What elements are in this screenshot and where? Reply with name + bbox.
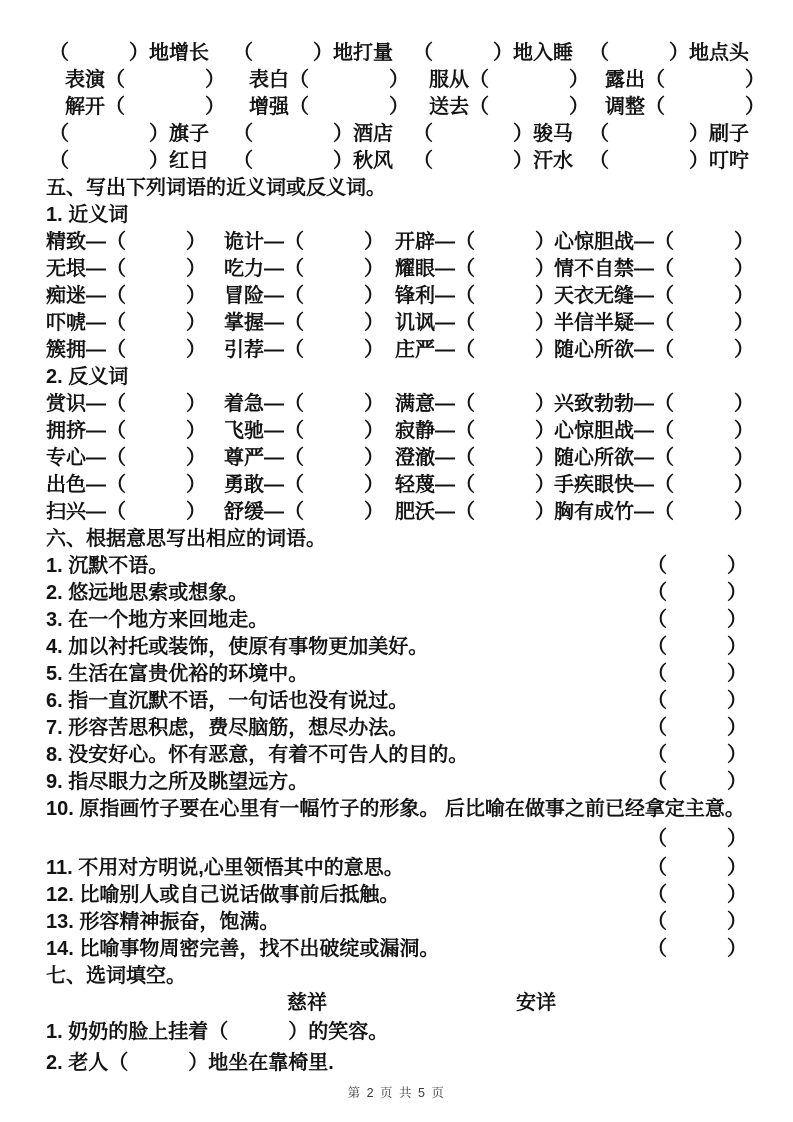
- answer-blank: （ ）: [647, 663, 747, 685]
- antonym-item: 心惊胆战—（ ）: [554, 420, 754, 442]
- synonym-item: 无垠—（ ）: [46, 258, 206, 280]
- fill-in-item: （ ）旗子: [49, 123, 209, 145]
- section6-title: 六、根据意思写出相应的词语。: [46, 528, 326, 550]
- answer-blank: （ ）: [647, 744, 747, 766]
- definition-item-10-text: 10. 原指画竹子要在心里有一幅竹子的形象。 后比喻在做事之前已经拿定主意。: [46, 798, 745, 820]
- synonym-item: 天衣无缝—（ ）: [554, 285, 754, 307]
- fill-in-item: 调整（ ）: [605, 96, 765, 118]
- answer-blank: （ ）: [647, 609, 747, 631]
- synonym-row: [46, 337, 754, 364]
- antonym-row: [46, 445, 754, 472]
- synonym-item: 痴迷—（ ）: [46, 285, 206, 307]
- fill-in-item: 露出（ ）: [605, 69, 765, 91]
- antonym-row: [46, 391, 754, 418]
- synonym-item: 精致—（ ）: [46, 231, 206, 253]
- page-number: 第 2 页 共 5 页: [347, 1086, 446, 1100]
- definition-item: [46, 769, 747, 796]
- synonym-item: 心惊胆战—（ ）: [554, 231, 754, 253]
- antonym-item: 赏识—（ ）: [46, 393, 206, 415]
- antonym-item: 手疾眼快—（ ）: [554, 474, 754, 496]
- section7-title: 七、选词填空。: [46, 965, 186, 987]
- definition-text: 4. 加以衬托或装饰，使原有事物更加美好。: [46, 636, 429, 658]
- definition-item: [46, 909, 747, 936]
- synonym-item: 开辟—（ ）: [395, 231, 555, 253]
- answer-blank: （ ）: [647, 690, 747, 712]
- synonyms-label: 1. 近义词: [46, 204, 129, 226]
- definition-text: 13. 形容精神振奋，饱满。: [46, 911, 280, 933]
- antonym-item: 轻蔑—（ ）: [395, 474, 555, 496]
- antonyms-label: 2. 反义词: [46, 366, 129, 388]
- definition-item: [46, 742, 747, 769]
- antonym-item: 兴致勃勃—（ ）: [554, 393, 754, 415]
- fill-in-item: （ ）秋风: [233, 150, 393, 172]
- answer-blank: （ ）: [647, 911, 747, 933]
- synonym-item: 诡计—（ ）: [224, 231, 384, 253]
- fill-in-row: [46, 148, 747, 175]
- antonym-row: [46, 499, 754, 526]
- fill-in-row: [46, 121, 747, 148]
- definition-text: 12. 比喻别人或自己说话做事前后抵触。: [46, 884, 400, 906]
- antonym-item: 拥挤—（ ）: [46, 420, 206, 442]
- fill-in-item: （ ）骏马: [413, 123, 573, 145]
- antonym-item: 澄澈—（ ）: [395, 447, 555, 469]
- definition-item: [46, 688, 747, 715]
- word-option: 慈祥: [287, 992, 327, 1014]
- definition-item: [46, 715, 747, 742]
- fill-in-item: （ ）地打量: [233, 42, 393, 64]
- antonym-item: 出色—（ ）: [46, 474, 206, 496]
- antonym-item: 寂静—（ ）: [395, 420, 555, 442]
- synonym-item: 半信半疑—（ ）: [554, 312, 754, 334]
- choice-sentence: 1. 奶奶的脸上挂着（ ）的笑容。: [46, 1021, 389, 1043]
- antonym-item: 专心—（ ）: [46, 447, 206, 469]
- answer-blank: （ ）: [647, 636, 747, 658]
- antonym-row: [46, 418, 754, 445]
- antonym-item: 肥沃—（ ）: [395, 501, 555, 523]
- antonym-item: 着急—（ ）: [224, 393, 384, 415]
- fill-in-item: （ ）叮咛: [589, 150, 749, 172]
- antonym-item: 胸有成竹—（ ）: [554, 501, 754, 523]
- synonym-item: 吓唬—（ ）: [46, 312, 206, 334]
- answer-blank: （ ）: [647, 884, 747, 906]
- definition-item: [46, 882, 747, 909]
- definition-item: [46, 607, 747, 634]
- fill-in-item: 增强（ ）: [249, 96, 409, 118]
- synonym-row: [46, 256, 754, 283]
- definition-item: [46, 634, 747, 661]
- fill-in-item: 解开（ ）: [65, 96, 225, 118]
- fill-in-item: 表演（ ）: [65, 69, 225, 91]
- fill-in-item: （ ）红日: [49, 150, 209, 172]
- definition-text: 6. 指一直沉默不语，一句话也没有说过。: [46, 690, 409, 712]
- answer-blank: （ ）: [647, 717, 747, 739]
- definition-text: 9. 指尽眼力之所及眺望远方。: [46, 771, 309, 793]
- definition-text: 14. 比喻事物周密完善，找不出破绽或漏洞。: [46, 938, 440, 960]
- synonym-item: 随心所欲—（ ）: [554, 339, 754, 361]
- fill-in-row: [46, 40, 747, 67]
- definition-item: [46, 661, 747, 688]
- synonym-item: 耀眼—（ ）: [395, 258, 555, 280]
- fill-in-item: （ ）刷子: [589, 123, 749, 145]
- fill-in-item: （ ）地增长: [49, 42, 209, 64]
- answer-blank: （ ）: [647, 828, 747, 850]
- definition-text: 11. 不用对方明说,心里领悟其中的意思。: [46, 857, 404, 879]
- section5-title: 五、写出下列词语的近义词或反义词。: [46, 177, 386, 199]
- definition-text: 1. 沉默不语。: [46, 555, 169, 577]
- antonym-item: 满意—（ ）: [395, 393, 555, 415]
- definition-text: 3. 在一个地方来回地走。: [46, 609, 269, 631]
- answer-blank: （ ）: [647, 771, 747, 793]
- synonym-item: 庄严—（ ）: [395, 339, 555, 361]
- fill-in-item: （ ）地点头: [589, 42, 749, 64]
- word-option: 安详: [516, 992, 556, 1014]
- fill-in-item: （ ）汗水: [413, 150, 573, 172]
- synonym-item: 掌握—（ ）: [224, 312, 384, 334]
- synonym-item: 吃力—（ ）: [224, 258, 384, 280]
- definition-text: 5. 生活在富贵优裕的环境中。: [46, 663, 309, 685]
- fill-in-item: 服从（ ）: [429, 69, 589, 91]
- fill-in-item: （ ）酒店: [233, 123, 393, 145]
- synonym-row: [46, 229, 754, 256]
- antonym-row: [46, 472, 754, 499]
- definition-item: [46, 553, 747, 580]
- fill-in-item: 送去（ ）: [429, 96, 589, 118]
- definition-text: 2. 悠远地思索或想象。: [46, 582, 249, 604]
- synonym-item: 讥讽—（ ）: [395, 312, 555, 334]
- synonym-row: [46, 283, 754, 310]
- fill-in-item: （ ）地入睡: [413, 42, 573, 64]
- word-options: [46, 990, 747, 1017]
- synonym-item: 冒险—（ ）: [224, 285, 384, 307]
- answer-blank: （ ）: [647, 582, 747, 604]
- antonym-item: 扫兴—（ ）: [46, 501, 206, 523]
- definition-item-10-blank-line: [46, 823, 747, 855]
- definition-text: 7. 形容苦思积虑，费尽脑筋，想尽办法。: [46, 717, 409, 739]
- antonym-item: 舒缓—（ ）: [224, 501, 384, 523]
- answer-blank: （ ）: [647, 938, 747, 960]
- fill-in-row: [46, 67, 765, 94]
- definition-text: 8. 没安好心。怀有恶意，有着不可告人的目的。: [46, 744, 469, 766]
- definition-item: [46, 580, 747, 607]
- antonym-item: 尊严—（ ）: [224, 447, 384, 469]
- antonym-item: 飞驰—（ ）: [224, 420, 384, 442]
- synonym-item: 引荐—（ ）: [224, 339, 384, 361]
- synonym-item: 锋利—（ ）: [395, 285, 555, 307]
- definition-item: [46, 936, 747, 963]
- definition-item: [46, 855, 747, 882]
- synonym-row: [46, 310, 754, 337]
- answer-blank: （ ）: [647, 857, 747, 879]
- antonym-item: 随心所欲—（ ）: [554, 447, 754, 469]
- antonym-item: 勇敢—（ ）: [224, 474, 384, 496]
- synonym-item: 簇拥—（ ）: [46, 339, 206, 361]
- synonym-item: 情不自禁—（ ）: [554, 258, 754, 280]
- choice-sentence: 2. 老人（ ）地坐在靠椅里.: [46, 1052, 334, 1074]
- fill-in-item: 表白（ ）: [249, 69, 409, 91]
- answer-blank: （ ）: [647, 555, 747, 577]
- fill-in-row: [46, 94, 765, 121]
